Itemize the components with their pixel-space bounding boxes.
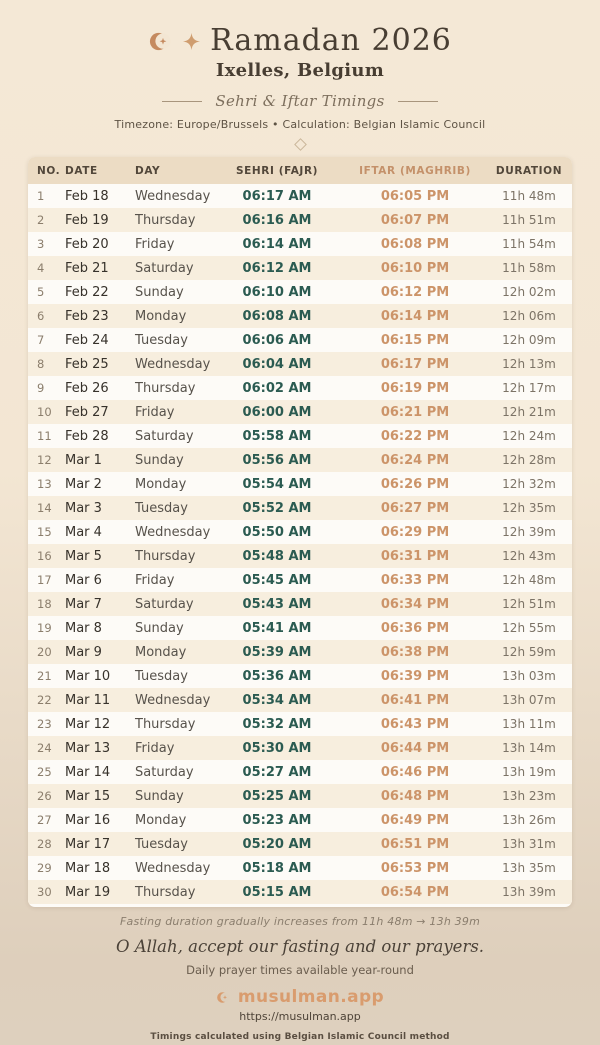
cell-duration: 11h 51m [502,213,556,227]
cell-date: Feb 26 [65,380,109,396]
cell-date: Mar 9 [65,644,102,660]
crescent-moon-icon [148,29,173,54]
cell-sehri: 05:50 AM [242,524,312,540]
cell-duration: 12h 13m [502,357,556,371]
cell-no: 24 [37,741,52,755]
cell-sehri: 05:54 AM [242,476,312,492]
timetable-body [28,184,572,904]
cell-day: Sunday [135,452,184,468]
cell-iftar: 06:36 PM [380,620,450,636]
cell-duration: 12h 21m [502,405,556,419]
table-row [28,808,572,832]
cell-no: 27 [37,813,52,827]
timetable-card [28,157,572,907]
cell-sehri: 05:32 AM [242,716,312,732]
cell-iftar: 06:22 PM [380,428,450,444]
table-row [28,280,572,304]
cell-duration: 13h 19m [502,765,556,779]
cell-date: Mar 10 [65,668,111,684]
cell-day: Sunday [135,284,184,300]
cell-iftar: 06:21 PM [380,404,450,420]
cell-no: 21 [37,669,52,683]
table-row [28,616,572,640]
cell-day: Saturday [135,260,194,276]
cell-no: 22 [37,693,52,707]
cell-duration: 11h 58m [502,261,556,275]
cell-sehri: 05:41 AM [242,620,312,636]
cell-day: Saturday [135,596,194,612]
cell-day: Sunday [135,620,184,636]
cell-no: 30 [37,885,52,899]
table-row [28,856,572,880]
cell-iftar: 06:41 PM [380,692,450,708]
cell-iftar: 06:08 PM [380,236,450,252]
cell-iftar: 06:17 PM [380,356,450,372]
col-header-duration: DURATION [486,157,572,184]
cell-sehri: 05:25 AM [242,788,312,804]
calculation-method-note: Timings calculated using Belgian Islamic Council method [150,1032,450,1042]
cell-duration: 13h 03m [502,669,556,683]
table-row [28,568,572,592]
cell-sehri: 06:17 AM [242,188,312,204]
cell-day: Sunday [135,788,184,804]
cell-duration: 11h 48m [502,189,556,203]
table-row [28,544,572,568]
location-subtitle: Ixelles, Belgium [215,60,385,81]
cell-iftar: 06:14 PM [380,308,450,324]
table-row [28,784,572,808]
cell-sehri: 05:39 AM [242,644,312,660]
cell-sehri: 06:10 AM [242,284,312,300]
cell-iftar: 06:34 PM [380,596,450,612]
cell-duration: 12h 59m [502,645,556,659]
divider-right [398,101,438,102]
cell-date: Mar 1 [65,452,102,468]
cell-iftar: 06:39 PM [380,668,450,684]
cell-date: Mar 18 [65,860,111,876]
cell-date: Feb 24 [65,332,109,348]
crescent-icon [216,990,231,1005]
cell-day: Monday [135,476,187,492]
cell-date: Mar 13 [65,740,111,756]
cell-day: Wednesday [135,692,211,708]
cell-date: Feb 23 [65,308,109,324]
cell-day: Thursday [135,380,196,396]
cell-no: 14 [37,501,52,515]
cell-iftar: 06:27 PM [380,500,450,516]
cell-iftar: 06:29 PM [380,524,450,540]
table-row [28,592,572,616]
cell-duration: 13h 26m [502,813,556,827]
table-row [28,736,572,760]
cell-date: Mar 4 [65,524,102,540]
cell-date: Mar 3 [65,500,102,516]
cell-day: Wednesday [135,524,211,540]
cell-no: 8 [37,357,45,371]
tagline: Sehri & Iftar Timings [215,92,385,110]
table-row [28,256,572,280]
col-header-day: DAY [128,157,210,184]
cell-sehri: 06:12 AM [242,260,312,276]
table-row [28,448,572,472]
cell-duration: 13h 35m [502,861,556,875]
cell-day: Friday [135,740,175,756]
cell-sehri: 06:02 AM [242,380,312,396]
cell-iftar: 06:38 PM [380,644,450,660]
cell-iftar: 06:53 PM [380,860,450,876]
cell-day: Friday [135,572,175,588]
cell-iftar: 06:07 PM [380,212,450,228]
cell-no: 6 [37,309,45,323]
cell-iftar: 06:26 PM [380,476,450,492]
cell-sehri: 05:18 AM [242,860,312,876]
cell-no: 7 [37,333,45,347]
table-row [28,712,572,736]
cell-date: Mar 16 [65,812,111,828]
table-row [28,832,572,856]
cell-duration: 13h 14m [502,741,556,755]
col-header-iftar: IFTAR (MAGHRIB) [344,157,486,184]
cell-sehri: 06:04 AM [242,356,312,372]
cell-duration: 12h 39m [502,525,556,539]
brand-name: musulman.app [237,987,385,1007]
cell-no: 1 [37,189,45,203]
cell-no: 23 [37,717,52,731]
cell-sehri: 06:08 AM [242,308,312,324]
cell-date: Feb 20 [65,236,109,252]
cell-no: 11 [37,429,52,443]
cell-duration: 12h 06m [502,309,556,323]
col-header-date: DATE [58,157,128,184]
col-header-sehri: SEHRI (FAJR) [210,157,344,184]
cell-sehri: 05:43 AM [242,596,312,612]
table-row [28,304,572,328]
table-row [28,208,572,232]
cell-day: Thursday [135,212,196,228]
cell-date: Mar 8 [65,620,102,636]
cell-no: 16 [37,549,52,563]
table-row [28,496,572,520]
table-row [28,520,572,544]
cell-date: Mar 11 [65,692,111,708]
cell-no: 2 [37,213,45,227]
cell-duration: 13h 31m [502,837,556,851]
col-header-no: NO. [28,157,58,184]
cell-iftar: 06:24 PM [380,452,450,468]
cell-day: Tuesday [135,500,188,516]
tagline-row [0,92,600,110]
fasting-duration-note: Fasting duration gradually increases from 11h 48m → 13h 39m [120,915,480,928]
cell-sehri: 05:36 AM [242,668,312,684]
cell-no: 19 [37,621,52,635]
cell-sehri: 05:56 AM [242,452,312,468]
cell-date: Feb 22 [65,284,109,300]
timetable [28,157,572,904]
cell-no: 9 [37,381,45,395]
table-row [28,352,572,376]
cell-date: Feb 21 [65,260,109,276]
brand-link[interactable] [0,987,600,1007]
table-row [28,880,572,904]
cell-date: Feb 25 [65,356,109,372]
cell-sehri: 05:34 AM [242,692,312,708]
cell-no: 25 [37,765,52,779]
cell-day: Monday [135,644,187,660]
cell-date: Feb 19 [65,212,109,228]
table-row [28,664,572,688]
cell-no: 29 [37,861,52,875]
cell-sehri: 06:14 AM [242,236,312,252]
cell-day: Tuesday [135,332,188,348]
cell-day: Tuesday [135,668,188,684]
timetable-header [28,157,572,184]
divider-left [162,101,202,102]
title-line [0,23,600,59]
diamond-icon [294,138,307,151]
cell-duration: 13h 39m [502,885,556,899]
page-header [0,0,600,149]
cell-duration: 12h 43m [502,549,556,563]
table-row [28,472,572,496]
cell-sehri: 05:23 AM [242,812,312,828]
table-row [28,640,572,664]
cell-sehri: 05:27 AM [242,764,312,780]
table-row [28,328,572,352]
cell-iftar: 06:49 PM [380,812,450,828]
cell-day: Friday [135,236,175,252]
cell-sehri: 06:00 AM [242,404,312,420]
cell-iftar: 06:51 PM [380,836,450,852]
cell-iftar: 06:19 PM [380,380,450,396]
cell-day: Saturday [135,428,194,444]
table-row [28,760,572,784]
dua-quote: O Allah, accept our fasting and our prayers. [115,937,485,956]
table-row [28,232,572,256]
cell-date: Feb 18 [65,188,109,204]
cell-no: 12 [37,453,52,467]
cell-iftar: 06:12 PM [380,284,450,300]
cell-date: Mar 19 [65,884,111,900]
cell-iftar: 06:54 PM [380,884,450,900]
sparkle-icon [183,33,200,50]
cell-no: 28 [37,837,52,851]
cell-iftar: 06:33 PM [380,572,450,588]
cell-iftar: 06:31 PM [380,548,450,564]
cell-day: Wednesday [135,356,211,372]
cell-day: Tuesday [135,836,188,852]
cell-duration: 13h 11m [502,717,556,731]
cell-no: 5 [37,285,45,299]
cell-day: Saturday [135,764,194,780]
timezone-calculation-meta: Timezone: Europe/Brussels • Calculation: Belgian Islamic Council [114,118,486,131]
cell-duration: 12h 24m [502,429,556,443]
cell-day: Monday [135,308,187,324]
table-row [28,184,572,208]
cell-date: Feb 27 [65,404,109,420]
cell-no: 15 [37,525,52,539]
cell-date: Mar 14 [65,764,111,780]
page-title: Ramadan 2026 [210,23,452,58]
cell-date: Mar 5 [65,548,102,564]
page-footer [0,915,600,1042]
cell-duration: 12h 35m [502,501,556,515]
cell-day: Thursday [135,884,196,900]
cell-sehri: 05:48 AM [242,548,312,564]
cell-iftar: 06:48 PM [380,788,450,804]
cell-sehri: 05:52 AM [242,500,312,516]
cell-iftar: 06:05 PM [380,188,450,204]
cell-duration: 12h 09m [502,333,556,347]
cell-no: 18 [37,597,52,611]
table-row [28,376,572,400]
cell-day: Wednesday [135,188,211,204]
cell-sehri: 05:30 AM [242,740,312,756]
cell-no: 26 [37,789,52,803]
cell-day: Friday [135,404,175,420]
cell-duration: 12h 28m [502,453,556,467]
cell-day: Thursday [135,548,196,564]
cell-sehri: 06:06 AM [242,332,312,348]
cell-sehri: 05:20 AM [242,836,312,852]
cell-duration: 12h 48m [502,573,556,587]
cell-date: Mar 17 [65,836,111,852]
table-row [28,688,572,712]
cell-sehri: 06:16 AM [242,212,312,228]
availability-text: Daily prayer times available year-round [186,963,414,977]
cell-duration: 12h 55m [502,621,556,635]
cell-no: 17 [37,573,52,587]
cell-duration: 13h 07m [502,693,556,707]
cell-date: Feb 28 [65,428,109,444]
cell-no: 3 [37,237,45,251]
cell-duration: 13h 23m [502,789,556,803]
cell-iftar: 06:43 PM [380,716,450,732]
cell-date: Mar 2 [65,476,102,492]
cell-sehri: 05:45 AM [242,572,312,588]
cell-duration: 12h 32m [502,477,556,491]
cell-duration: 12h 02m [502,285,556,299]
cell-day: Wednesday [135,860,211,876]
cell-day: Monday [135,812,187,828]
cell-day: Thursday [135,716,196,732]
cell-iftar: 06:44 PM [380,740,450,756]
cell-no: 4 [37,261,45,275]
cell-no: 13 [37,477,52,491]
cell-sehri: 05:58 AM [242,428,312,444]
cell-duration: 12h 17m [502,381,556,395]
cell-date: Mar 7 [65,596,102,612]
cell-date: Mar 12 [65,716,111,732]
cell-no: 20 [37,645,52,659]
table-row [28,400,572,424]
cell-iftar: 06:46 PM [380,764,450,780]
cell-duration: 11h 54m [502,237,556,251]
cell-date: Mar 6 [65,572,102,588]
table-row [28,424,572,448]
cell-iftar: 06:10 PM [380,260,450,276]
cell-date: Mar 15 [65,788,111,804]
cell-sehri: 05:15 AM [242,884,312,900]
cell-iftar: 06:15 PM [380,332,450,348]
cell-no: 10 [37,405,52,419]
brand-url[interactable]: https://musulman.app [239,1010,361,1023]
cell-duration: 12h 51m [502,597,556,611]
